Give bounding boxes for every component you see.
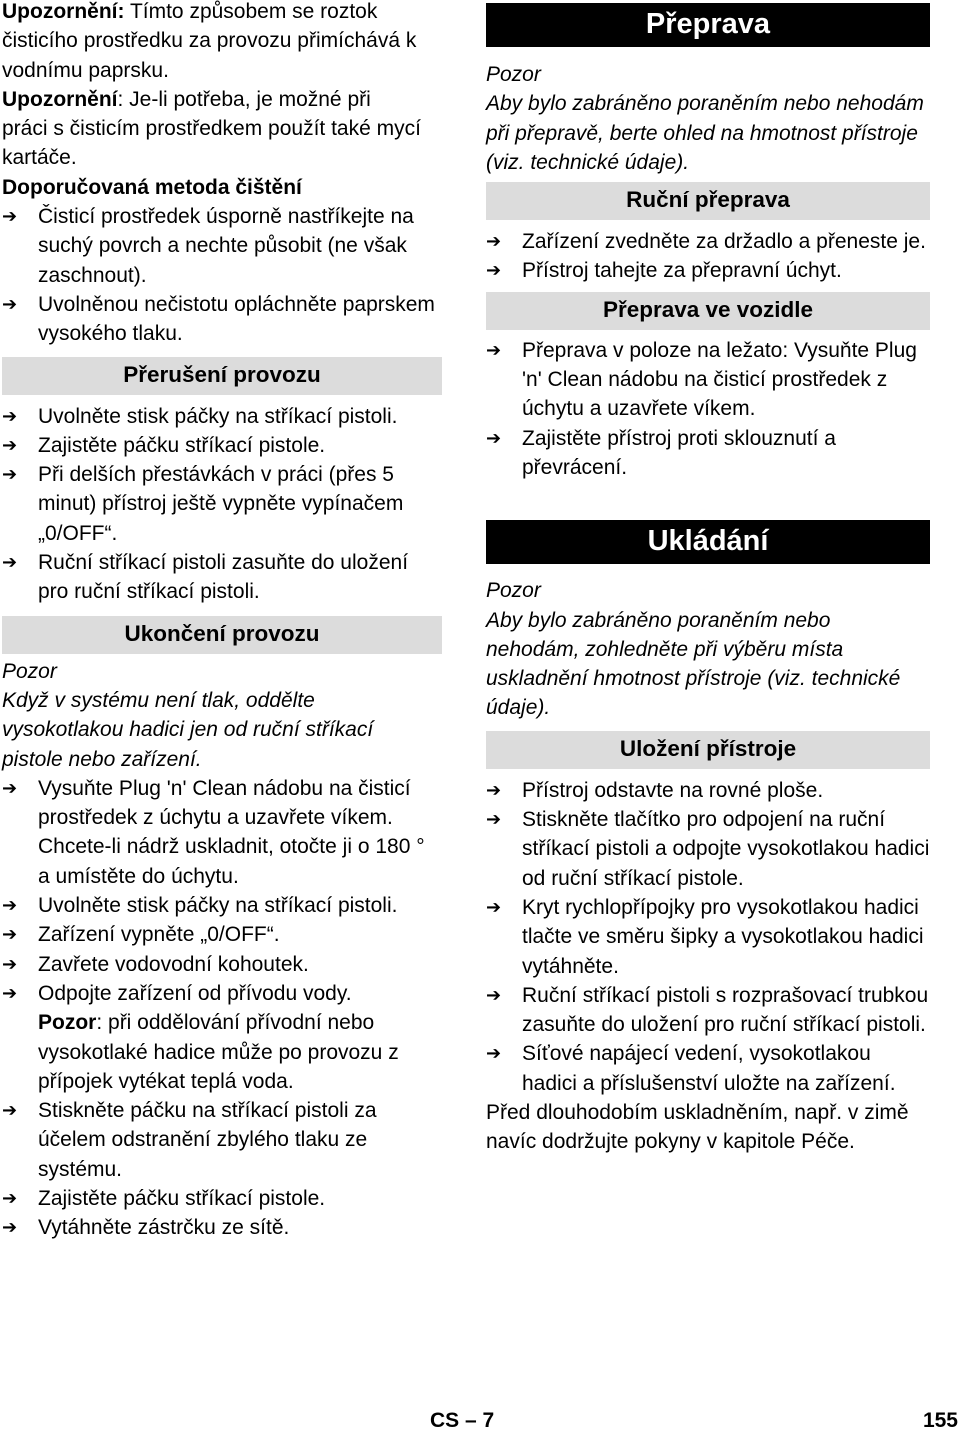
body-paragraph: Před dlouhodobím uskladněním, např. v zimě navíc dodržujte pokyny v kapitole Péče.	[486, 1101, 909, 1154]
caution-text: Aby bylo zabráněno poraněním nebo nehodám při přepravě, berte ohled na hmotnost přístroje (viz. technické údaje).	[486, 92, 924, 174]
note-label: Upozornění	[2, 87, 118, 111]
note-paragraph	[2, 85, 422, 173]
section-heading-manual-transport: Ruční přeprava	[486, 182, 930, 220]
arrow-right-icon: ➔	[2, 552, 18, 573]
caution-text: Aby bylo zabráněno poraněním nebo nehodám, zohledněte při výběru místa uskladnění hmotnost přístroje (viz. technické údaje).	[486, 608, 901, 720]
note-paragraph	[2, 0, 432, 85]
device-storage-list	[486, 776, 930, 1098]
arrow-right-icon: ➔	[2, 777, 18, 798]
list-item	[2, 431, 442, 460]
list-item-text: Vysuňte Plug 'n' Clean nádobu na čisticí prostředek z úchytu a uzavřete víkem. Chcete-li nádrž uskladnit, otočte ji o 180 ° a umístěte do úchytu.	[38, 776, 425, 888]
section-heading-transport: Přeprava	[486, 3, 930, 47]
list-item-text: Kryt rychlopřípojky pro vysokotlakou hadici tlačte ve směru šipky a vysokotlakou hadici vytáhněte.	[522, 895, 924, 978]
caution-text: Když v systému není tlak, oddělte vysokotlakou hadici jen od ruční stříkací pistole nebo zařízení.	[2, 688, 374, 771]
vehicle-transport-list	[486, 336, 930, 482]
list-item	[486, 424, 930, 483]
note-text: : při oddělování přívodní nebo vysokotlaké hadice může po provozu z přípojek vytékat teplá voda.	[38, 1011, 399, 1093]
list-item	[2, 950, 442, 979]
manual-transport-list	[486, 227, 930, 286]
list-item-text: Při delších přestávkách v práci (přes 5 minut) přístroj ještě vypněte vypínačem „0/OFF“.	[38, 463, 404, 545]
list-item	[486, 336, 930, 424]
caution-label: Pozor	[486, 63, 541, 86]
list-item	[486, 256, 930, 285]
list-item-text: Vytáhněte zástrčku ze sítě.	[38, 1216, 290, 1240]
arrow-right-icon: ➔	[486, 779, 502, 800]
list-item-text: Zařízení vypněte „0/OFF“.	[38, 923, 280, 947]
list-item	[2, 979, 442, 1008]
arrow-right-icon: ➔	[2, 1100, 18, 1121]
list-item-text: Zajistěte páčku stříkací pistole.	[38, 433, 326, 457]
list-item	[486, 776, 930, 805]
list-item-text: Odpojte zařízení od přívodu vody.	[38, 981, 352, 1005]
list-item-text: Uvolněte stisk páčky na stříkací pistoli.	[38, 894, 398, 918]
method-list	[2, 202, 442, 348]
note-text: : Je-li potřeba, je možné při práci s čisticím prostředkem použít také mycí kartáče.	[2, 87, 421, 170]
note-label: Pozor	[38, 1011, 97, 1035]
page-number: 155	[922, 1409, 958, 1432]
note-text: Tímto způsobem se roztok čisticího prostředku za provozu přimíchává k vodnímu paprsku.	[2, 0, 417, 82]
list-item-text: Přístroj tahejte za přepravní úchyt.	[522, 259, 842, 283]
section-heading-shutdown: Ukončení provozu	[2, 616, 442, 654]
list-item	[2, 402, 442, 431]
note-label: Upozornění:	[2, 0, 125, 23]
list-item-text: Stiskněte páčku na stříkací pistoli za účelem odstranění zbylého tlaku ze systému.	[38, 1099, 377, 1181]
arrow-right-icon: ➔	[486, 1043, 502, 1064]
list-item	[486, 805, 930, 893]
list-item	[2, 460, 442, 548]
list-item	[2, 774, 442, 891]
arrow-right-icon: ➔	[486, 231, 502, 252]
arrow-right-icon: ➔	[2, 293, 18, 314]
left-column	[2, 0, 442, 1243]
arrow-right-icon: ➔	[486, 260, 502, 281]
section-heading-interruption: Přerušení provozu	[2, 357, 442, 395]
list-item	[2, 920, 442, 949]
arrow-right-icon: ➔	[2, 953, 18, 974]
list-item-text: Zajistěte páčku stříkací pistole.	[38, 1186, 326, 1210]
arrow-right-icon: ➔	[486, 809, 502, 830]
list-item-text: Ruční stříkací pistoli zasuňte do uložení pro ruční stříkací pistoli.	[38, 551, 409, 604]
arrow-right-icon: ➔	[2, 982, 18, 1003]
section-subheading: Doporučovaná metoda čištění	[2, 175, 302, 199]
list-item-text: Ruční stříkací pistoli s rozprašovací trubkou zasuňte do uložení pro ruční stříkací pistoli.	[522, 983, 929, 1037]
arrow-right-icon: ➔	[2, 1187, 18, 1208]
section-heading-device-storage: Uložení přístroje	[486, 731, 930, 769]
list-item	[486, 893, 930, 981]
list-item-text: Přeprava v poloze na ležato: Vysuňte Plug 'n' Clean nádobu na čisticí prostředek z úchytu a uzavřete víkem.	[522, 338, 917, 421]
list-item-text: Uvolněnou nečistotu opláchněte paprskem vysokého tlaku.	[38, 292, 435, 346]
arrow-right-icon: ➔	[2, 405, 18, 426]
list-item	[2, 1213, 442, 1242]
note-paragraph	[2, 1008, 442, 1096]
list-item	[2, 1096, 442, 1184]
arrow-right-icon: ➔	[2, 464, 18, 485]
right-column	[486, 0, 930, 1157]
section-heading-vehicle-transport: Přeprava ve vozidle	[486, 292, 930, 330]
shutdown-list	[2, 774, 442, 1243]
arrow-right-icon: ➔	[486, 339, 502, 360]
list-item	[2, 891, 442, 920]
list-item	[2, 1184, 442, 1213]
interrupt-list	[2, 402, 442, 607]
list-item-text: Zajistěte přístroj proti sklouznutí a převrácení.	[522, 426, 836, 479]
arrow-right-icon: ➔	[486, 984, 502, 1005]
arrow-right-icon: ➔	[2, 924, 18, 945]
list-item-text: Uvolněte stisk páčky na stříkací pistoli.	[38, 404, 398, 428]
arrow-right-icon: ➔	[486, 427, 502, 448]
arrow-right-icon: ➔	[2, 1217, 18, 1238]
list-item	[486, 227, 930, 256]
list-item	[2, 202, 442, 290]
list-item	[2, 290, 442, 349]
footer-section-label: CS – 7	[430, 1409, 495, 1432]
list-item-text: Stiskněte tlačítko pro odpojení na ruční stříkací pistoli a odpojte vysokotlakou hadici od ruční stříkací pistole.	[522, 808, 930, 890]
list-item-text: Přístroj odstavte na rovné ploše.	[522, 778, 824, 802]
list-item-text: Zavřete vodovodní kohoutek.	[38, 952, 309, 976]
list-item-text: Zařízení zvedněte za držadlo a přeneste je.	[522, 230, 926, 254]
list-item	[486, 981, 930, 1040]
list-item	[486, 1039, 930, 1098]
caution-label: Pozor	[2, 659, 57, 683]
arrow-right-icon: ➔	[2, 895, 18, 916]
section-heading-storage: Ukládání	[486, 520, 930, 564]
list-item-text: Čisticí prostředek úsporně nastříkejte na suchý povrch a nechte působit (ne však zaschnout).	[38, 205, 414, 287]
arrow-right-icon: ➔	[2, 206, 18, 227]
caution-label: Pozor	[486, 579, 541, 603]
arrow-right-icon: ➔	[486, 896, 502, 917]
list-item-text: Síťové napájecí vedení, vysokotlakou hadici a příslušenství uložte na zařízení.	[522, 1042, 896, 1095]
arrow-right-icon: ➔	[2, 434, 18, 455]
list-item	[2, 548, 442, 607]
